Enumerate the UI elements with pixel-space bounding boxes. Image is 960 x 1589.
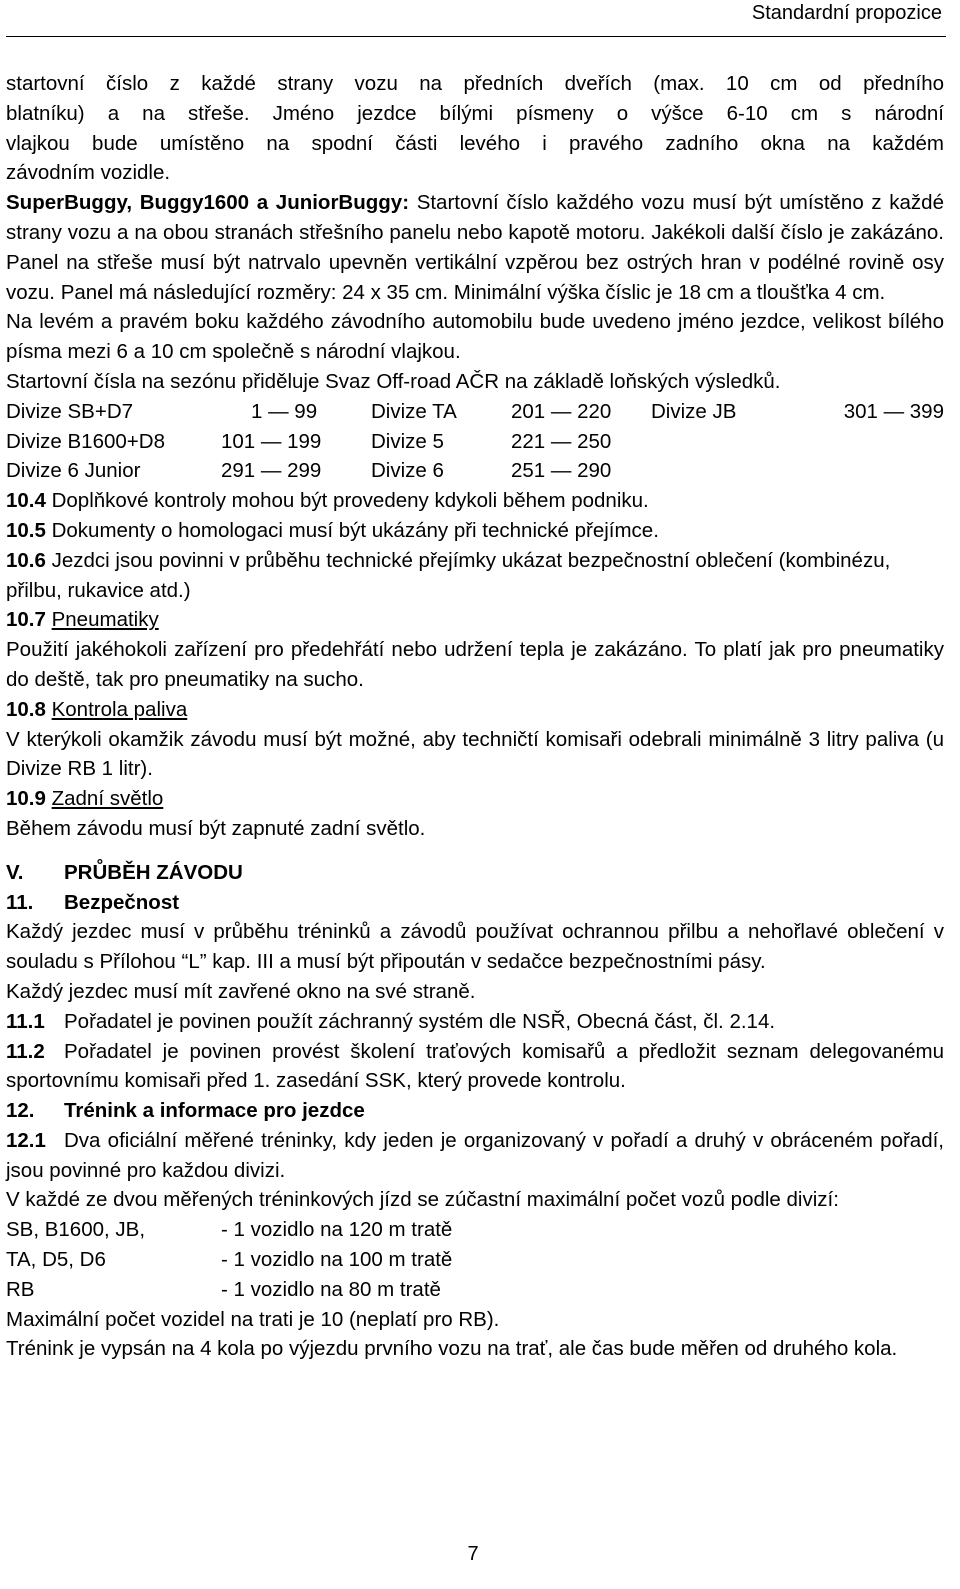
section-10-9-text: Během závodu musí být zapnuté zadní světlo. (6, 816, 426, 840)
section-10-5: 10.5 Dokumenty o homologaci musí být ukázány při technické přejímce. (6, 518, 659, 542)
section-10-7-text: Použití jakéhokoli zařízení pro předehřátí nebo udržení tepla je zakázáno. To platí jak pro pneumatiky do deště, tak pro pneumatiky na sucho. (6, 638, 944, 691)
section-12-1-max: Maximální počet vozidel na trati je 10 (neplatí pro RB). (6, 1307, 500, 1331)
section-12-1: 12.1 Dva oficiální měřené tréninky, kdy jeden je organizovaný v pořadí a druhý v obráceném pořadí, jsou povinné pro každou divizi. (6, 1128, 944, 1182)
para-line: vlajkou bude umístěno na spodní části levého i pravého zadního okna na každém (6, 131, 944, 155)
track-rule-row: RB - 1 vozidlo na 80 m tratě (6, 1277, 441, 1301)
section-11-1: 11.1 Pořadatel je povinen použít záchranný systém dle NSŘ, Obecná část, čl. 2.14. (6, 1009, 776, 1033)
section-10-4: 10.4 Doplňkové kontroly mohou být provedeny kdykoli během podniku. (6, 489, 649, 513)
section-11-2: 11.2 Pořadatel je povinen provést školení traťových komisařů a předložit seznam delegovanému sportovnímu komisaři před 1. zasedání SSK, který provede kontrolu. (6, 1039, 944, 1093)
chapter-heading: V. PRŮBĚH ZÁVODU (6, 860, 243, 884)
paragraph-driver-name: Na levém a pravém boku každého závodního automobilu bude uvedeno jméno jezdce, velikost bílého písma mezi 6 a 10 cm společně s národní vlajkou. (6, 310, 944, 364)
division-row: Divize 6 Junior 291 — 299 Divize 6 251 — 290 (6, 459, 612, 483)
section-12-heading: 12. Trénink a informace pro jezdce (6, 1099, 365, 1123)
running-header: Standardní propozice (751, 2, 942, 24)
paragraph-buggy-numbers: SuperBuggy, Buggy1600 a JuniorBuggy: Startovní číslo každého vozu musí být umístěno z každé strany vozu a na obou stranách střešního panelu nebo kapotě motoru. Jakékoli další číslo je zakázáno. Panel na střeše musí být natrvalo upevněn vertikální vzpěrou bez ostrých hran v podélné rovině osy vozu. Panel má následující rozměry: 24 x 35 cm. Minimální výška číslic je 18 cm a tloušťka 4 cm. (6, 191, 944, 304)
para-line: blatníku) a na střeše. Jméno jezdce bílými písmeny o výšce 6-10 cm s národní (6, 101, 944, 125)
section-12-1-text: V každé ze dvou měřených tréninkových jízd se zúčastní maximální počet vozů podle divizí: (6, 1188, 839, 1212)
document-body (6, 69, 944, 1364)
paragraph-start-numbers: Startovní čísla na sezónu přiděluje Svaz Off-road AČR na základě loňských výsledků. (6, 369, 781, 393)
section-10-8-heading: 10.8 Kontrola paliva (6, 697, 188, 721)
section-10-6: 10.6 Jezdci jsou povinni v průběhu technické přejímky ukázat bezpečnostní oblečení (kombinézu, přilbu, rukavice atd.) (6, 548, 891, 602)
bold-lead: SuperBuggy, Buggy1600 a JuniorBuggy: (6, 191, 410, 215)
section-11-text: Každý jezdec musí mít zavřené okno na své straně. (6, 979, 476, 1003)
section-11-heading: 11. Bezpečnost (6, 890, 180, 914)
section-10-7-heading: 10.7 Pneumatiky (6, 608, 159, 632)
para-line: startovní číslo z každé strany vozu na předních dveřích (max. 10 cm od předního (6, 72, 944, 95)
track-rule-row: SB, B1600, JB, - 1 vozidlo na 120 m tratě (6, 1218, 453, 1242)
section-10-9-heading: 10.9 Zadní světlo (6, 787, 164, 811)
division-row: Divize SB+D7 1 — 99 Divize TA 201 — 220 Divize JB 301 — 399 (6, 399, 944, 423)
track-rule-row: TA, D5, D6 - 1 vozidlo na 100 m tratě (6, 1248, 453, 1272)
division-row: Divize B1600+D8 101 — 199 Divize 5 221 — 250 (6, 429, 612, 453)
header-rule (6, 36, 946, 37)
para-line: závodním vozidle. (6, 161, 171, 185)
section-11-text: Každý jezdec musí v průběhu tréninků a závodů používat ochrannou přilbu a nehořlavé oblečení v souladu s Přílohou “L” kap. III a musí být připoután v sedačce bezpečnostními pásy. (6, 920, 944, 974)
section-12-1-laps: Trénink je vypsán na 4 kola po výjezdu prvního vozu na trať, ale čas bude měřen od druhého kola. (6, 1337, 898, 1361)
section-10-8-text: V kterýkoli okamžik závodu musí být možné, aby techničtí komisaři odebrali minimálně 3 litry paliva (u Divize RB 1 litr). (6, 727, 944, 781)
page-number: 7 (467, 1543, 479, 1565)
